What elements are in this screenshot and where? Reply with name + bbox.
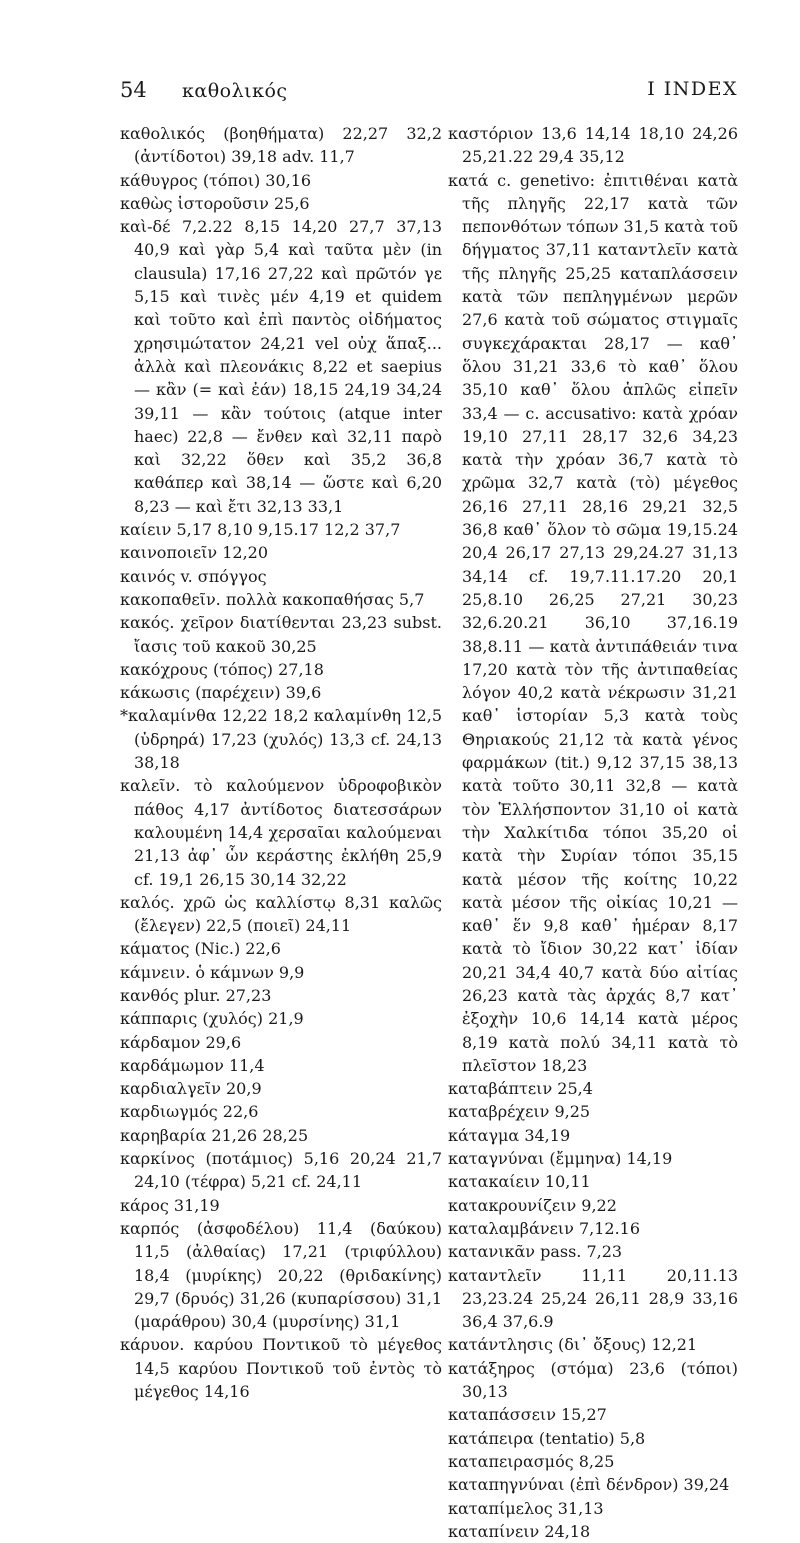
index-entry: κατακαίειν 10,11 xyxy=(448,1172,591,1192)
index-entry: καινός v. σπόγγος xyxy=(120,566,267,586)
index-entry: κάθυγρος (τόποι) 30,16 xyxy=(120,170,312,190)
page-header xyxy=(120,78,738,118)
section-heading: I INDEX xyxy=(647,78,738,100)
left-index-column xyxy=(120,122,442,1403)
index-entry: καστόριον 13,6 14,14 18,10 24,26 25,21.22 29,4 35,12 xyxy=(448,124,738,167)
index-entry: κατάξηρος (στόμα) 23,6 (τόποι) 30,13 xyxy=(448,1358,738,1402)
index-entry: καθολικός (βοηθήματα) 22,27 32,2 (ἀντίδοτοι) 39,18 adv. 11,7 xyxy=(120,124,442,167)
running-title: καθολικός xyxy=(182,80,288,102)
index-entry: καρδάμωμον 11,4 xyxy=(120,1055,265,1075)
index-entry: καταπειρασμός 8,25 xyxy=(448,1451,615,1471)
index-entry: κακοπαθεῖν. πολλὰ κακοπαθήσας 5,7 xyxy=(120,589,425,609)
index-entry: καρδιαλγεῖν 20,9 xyxy=(120,1079,262,1099)
index-entry: καταντλεῖν 11,11 20,11.13 23,23.24 25,24 26,11 28,9 33,16 36,4 37,6.9 xyxy=(448,1265,738,1332)
index-entry: κατάπειρα (tentatio) 5,8 xyxy=(448,1428,646,1448)
index-entry: κάρυον. καρύου Ποντικοῦ τὸ μέγεθος 14,5 καρύου Ποντικοῦ τοῦ ἐντὸς τὸ μέγεθος 14,16 xyxy=(120,1335,442,1402)
index-entry: κατά c. genetivo: ἐπιτιθέναι κατὰ τῆς πληγῆς 22,17 κατὰ τῶν πεπονθότων τόπων 31,5 κατὰ τοῦ δήγματος 37,11 καταντλεῖν κατὰ τῆς πληγῆς 25,25 καταπλάσσειν κατὰ τῶν πεπληγμένων μερῶν 27,6 κατὰ τοῦ σώματος στιγμαῖς συγκεχάρακται 28,17 — καθ᾽ ὅλου 31,21 33,6 τὸ καθ᾽ ὅλου 35,10 καθ᾽ ὅλου ἁπλῶς εἰπεῖν 33,4 — c. accusativo: κατὰ χρόαν 19,10 27,11 28,17 32,6 34,23 κατὰ τὴν χρόαν 36,7 κατὰ τὸ χρῶμα 32,7 κατὰ (τὸ) μέγεθος 26,16 27,11 28,16 29,21 32,5 36,8 καθ᾽ ὅλον τὸ σῶμα 19,15.24 20,4 26,17 27,13 29,24.27 31,13 34,14 cf. 19,7.11.17.20 20,1 25,8.10 26,25 27,21 30,23 32,6.20.21 36,10 37,16.19 38,8.11 — κατὰ ἀντιπάθειάν τινα 17,20 κατὰ τὸν τῆς ἀντιπαθείας λόγον 40,2 κατὰ νέκρωσιν 31,21 καθ᾽ ἱστορίαν 5,3 κατὰ τοὺς Θηριακούς 21,12 τὰ κατὰ γένος φαρμάκων (tit.) 9,12 37,15 38,13 κατὰ τοῦτο 30,11 32,8 — κατὰ τὸν Ἑλλήσποντον 31,10 οἱ κατὰ τὴν Χαλκίτιδα τόποι 35,20 οἱ κατὰ τὴν Συρίαν τόποι 35,15 κατὰ μέσον τῆς κοίτης 10,22 κατὰ μέσον τῆς οἰκίας 10,21 — καθ᾽ ἕν 9,8 καθ᾽ ἡμέραν 8,17 κατὰ τὸ ἴδιον 30,22 κατ᾽ ἰδίαν 20,21 34,4 40,7 κατὰ δύο αἰτίας 26,23 κατὰ τὰς ἀρχάς 8,7 κατ᾽ ἐξοχὴν 10,6 14,14 κατὰ μέρος 8,19 κατὰ πολύ 34,11 κατὰ τὸ πλεῖστον 18,23 xyxy=(448,170,738,1075)
index-entry: κάκωσις (παρέχειν) 39,6 xyxy=(120,683,322,703)
index-entry: καταπίνειν 24,18 xyxy=(448,1521,591,1541)
index-entry: καταλαμβάνειν 7,12.16 xyxy=(448,1218,641,1238)
index-entry: καίειν 5,17 8,10 9,15.17 12,2 37,7 xyxy=(120,520,401,540)
index-entry: κατάντλησις (δι᾽ ὄξους) 12,21 xyxy=(448,1335,698,1355)
index-entry: κατακρουνίζειν 9,22 xyxy=(448,1195,617,1215)
index-entry: κάππαρις (χυλός) 21,9 xyxy=(120,1009,304,1029)
index-entry: *καλαμίνθα 12,22 18,2 καλαμίνθη 12,5 (ὑδρηρά) 17,23 (χυλός) 13,3 cf. 24,13 38,18 xyxy=(120,706,442,773)
index-entry: κάρος 31,19 xyxy=(120,1195,220,1215)
index-entry: κακός. χεῖρον διατίθενται 23,23 subst. ἴασις τοῦ κακοῦ 30,25 xyxy=(120,613,442,656)
index-entry: καταπηγνύναι (ἐπὶ δένδρον) 39,24 xyxy=(448,1475,730,1495)
index-entry: κάταγμα 34,19 xyxy=(448,1125,571,1145)
index-entry: καταβάπτειν 25,4 xyxy=(448,1079,593,1099)
index-entry: καταπάσσειν 15,27 xyxy=(448,1405,607,1425)
right-index-column xyxy=(448,122,738,1543)
index-entry: καταπίμελος 31,13 xyxy=(448,1498,604,1518)
index-entry: κανθός plur. 27,23 xyxy=(120,985,272,1005)
index-entry: κατανικᾶν pass. 7,23 xyxy=(448,1242,623,1262)
index-entry: καταβρέχειν 9,25 xyxy=(448,1102,591,1122)
index-entry: καρηβαρία 21,26 28,25 xyxy=(120,1125,309,1145)
index-entry: καλεῖν. τὸ καλούμενον ὑδροφοβικὸν πάθος 4,17 ἀντίδοτος διατεσσάρων καλουμένη 14,4 χερσαῖαι καλούμεναι 21,13 ἀφ᾽ ὧν κεράστης ἐκλήθη 25,9 cf. 19,1 26,15 30,14 32,22 xyxy=(120,776,442,889)
index-entry: κάμνειν. ὁ κάμνων 9,9 xyxy=(120,962,305,982)
index-entry: καρκίνος (ποτάμιος) 5,16 20,24 21,7 24,10 (τέφρα) 5,21 cf. 24,11 xyxy=(120,1149,442,1192)
index-entry: κακόχρους (τόπος) 27,18 xyxy=(120,659,324,679)
index-entry: καταγνύναι (ἔμμηνα) 14,19 xyxy=(448,1149,673,1169)
page-number: 54 xyxy=(120,78,147,102)
index-entry: καινοποιεῖν 12,20 xyxy=(120,543,269,563)
index-entry: κάρδαμον 29,6 xyxy=(120,1032,242,1052)
index-entry: καθὼς ἱστοροῦσιν 25,6 xyxy=(120,193,310,213)
index-entry: καὶ-δέ 7,2.22 8,15 14,20 27,7 37,13 40,9 καὶ γὰρ 5,4 καὶ ταῦτα μὲν (in clausula) 17,16 27,22 καὶ πρῶτόν γε 5,15 καὶ τινὲς μέν 4,19 et quidem καὶ τοῦτο καὶ ἐπὶ παντὸς οἰδήματος χρησιμώτατον 24,21 vel οὐχ ἅπαξ... ἀλλὰ καὶ πλεονάκις 8,22 et saepius — κἂν (= καὶ ἐάν) 18,15 24,19 34,24 39,11 — κἂν τούτοις (atque inter haec) 22,8 — ἔνθεν καὶ 32,11 παρὸ καὶ 32,22 ὅθεν καὶ 35,2 36,8 καθάπερ καὶ 38,14 — ὥστε καὶ 6,20 8,23 — καὶ ἔτι 32,13 33,1 xyxy=(120,217,442,516)
index-entry: κάματος (Nic.) 22,6 xyxy=(120,939,281,959)
index-entry: καρπός (ἀσφοδέλου) 11,4 (δαύκου) 11,5 (ἀλθαίας) 17,21 (τριφύλλου) 18,4 (μυρίκης) 20,22 (θριδακίνης) 29,7 (δρυός) 31,26 (κυπαρίσσου) 31,1 (μαράθρου) 30,4 (μυρσίνης) 31,1 xyxy=(120,1218,442,1332)
index-entry: καρδιωγμός 22,6 xyxy=(120,1102,259,1122)
index-entry: καλός. χρῶ ὡς καλλίστῳ 8,31 καλῶς (ἔλεγεν) 22,5 (ποιεῖ) 24,11 xyxy=(120,892,442,936)
